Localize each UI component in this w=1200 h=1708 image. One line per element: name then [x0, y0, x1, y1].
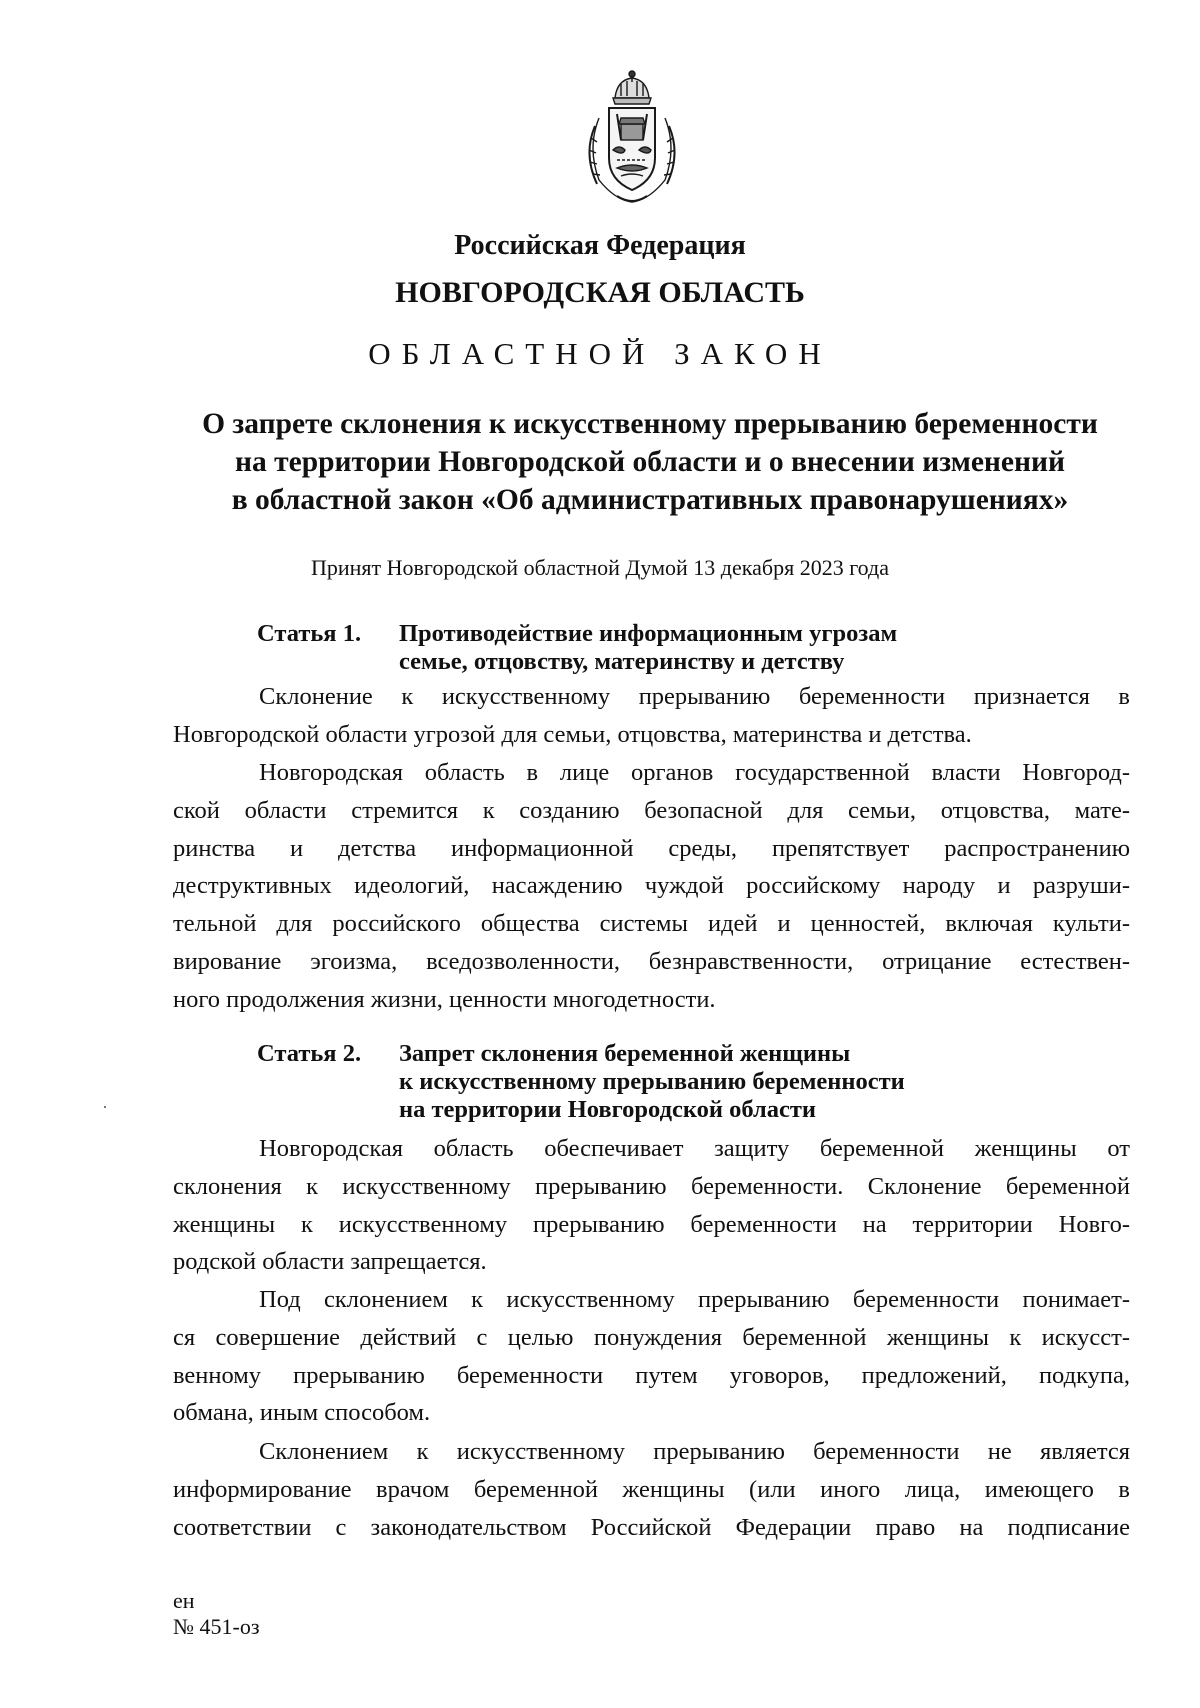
text-line: ской области стремится к созданию безопасной для семьи, отцовства, мате-: [173, 796, 1130, 824]
scan-speck: [104, 1106, 106, 1108]
text-line: Новгородская область обеспечивает защиту беременной женщины от: [259, 1135, 1130, 1162]
article-2-paragraph-1: [173, 1130, 1130, 1281]
country-name: Российская Федерация: [454, 230, 746, 261]
law-title: [170, 405, 1130, 519]
text-line: ного продолжения жизни, ценности многодетности.: [173, 985, 716, 1013]
text-line: обмана, иным способом.: [173, 1399, 431, 1427]
text-line: склонения к искусственному прерыванию беременности. Склонение беременной: [173, 1172, 1130, 1200]
text-line: родской области запрещается.: [173, 1248, 487, 1276]
novgorod-coat-of-arms-icon: [577, 68, 687, 208]
article-title-line: семье, отцовству, материнству и детству: [399, 648, 845, 675]
article-title-line: на территории Новгородской области: [399, 1096, 817, 1123]
text-line: женщины к искусственному прерыванию беременности на территории Новго-: [173, 1210, 1130, 1238]
text-line: Новгородской области угрозой для семьи, отцовства, материнства и детства.: [173, 720, 972, 748]
law-title-line: на территории Новгородской области и о внесении изменений: [234, 446, 1066, 478]
document-type: ОБЛАСТНОЙ ЗАКОН: [368, 336, 832, 371]
executor-initials: ен: [173, 1588, 195, 1613]
text-line: ринства и детства информационной среды, препятствует распространению: [173, 834, 1130, 862]
adoption-note: Принят Новгородской областной Думой 13 декабря 2023 года: [310, 555, 889, 580]
article-title: [399, 620, 897, 676]
article-title-line: к искусственному прерыванию беременности: [399, 1068, 905, 1095]
law-number: № 451-оз: [173, 1614, 260, 1639]
article-number: Статья 2.: [257, 1040, 362, 1067]
text-line: соответствии с законодательством Российской Федерации право на подписание: [173, 1513, 1130, 1541]
text-line: Новгородская область в лице органов государственной власти Новгород-: [259, 759, 1130, 786]
article-title-line: Противодействие информационным угрозам: [399, 620, 898, 647]
document-footer: [173, 1588, 260, 1640]
text-line: тельной для российского общества системы идей и ценностей, включая культи-: [173, 910, 1130, 938]
article-number: Статья 1.: [257, 620, 362, 647]
text-line: информирование врачом беременной женщины (или иного лица, имеющего в: [173, 1475, 1130, 1503]
text-line: вирование эгоизма, вседозволенности, безнравственности, отрицание естествен-: [173, 947, 1130, 975]
text-line: Под склонением к искусственному прерыванию беременности понимает-: [259, 1286, 1130, 1313]
law-title-line: О запрете склонения к искусственному прерыванию беременности: [202, 408, 1098, 440]
text-line: Склонением к искусственному прерыванию беременности не является: [259, 1438, 1130, 1465]
article-2-paragraph-3: [173, 1433, 1130, 1546]
article-1-paragraph-1: [173, 678, 1130, 754]
law-title-line: в областной закон «Об административных правонарушениях»: [231, 484, 1069, 516]
article-1-paragraph-2: [173, 754, 1130, 1019]
article-2-paragraph-2: [173, 1281, 1130, 1432]
text-line: венному прерыванию беременности путем уговоров, предложений, подкупа,: [173, 1361, 1130, 1389]
text-line: деструктивных идеологий, насаждению чуждой российскому народу и разруши-: [173, 872, 1130, 900]
region-name: НОВГОРОДСКАЯ ОБЛАСТЬ: [395, 276, 805, 309]
article-title-line: Запрет склонения беременной женщины: [399, 1040, 851, 1067]
text-line: ся совершение действий с целью понуждения беременной женщины к искусст-: [173, 1323, 1130, 1351]
article-title: [399, 1040, 905, 1124]
text-line: Склонение к искусственному прерыванию беременности признается в: [259, 683, 1130, 710]
